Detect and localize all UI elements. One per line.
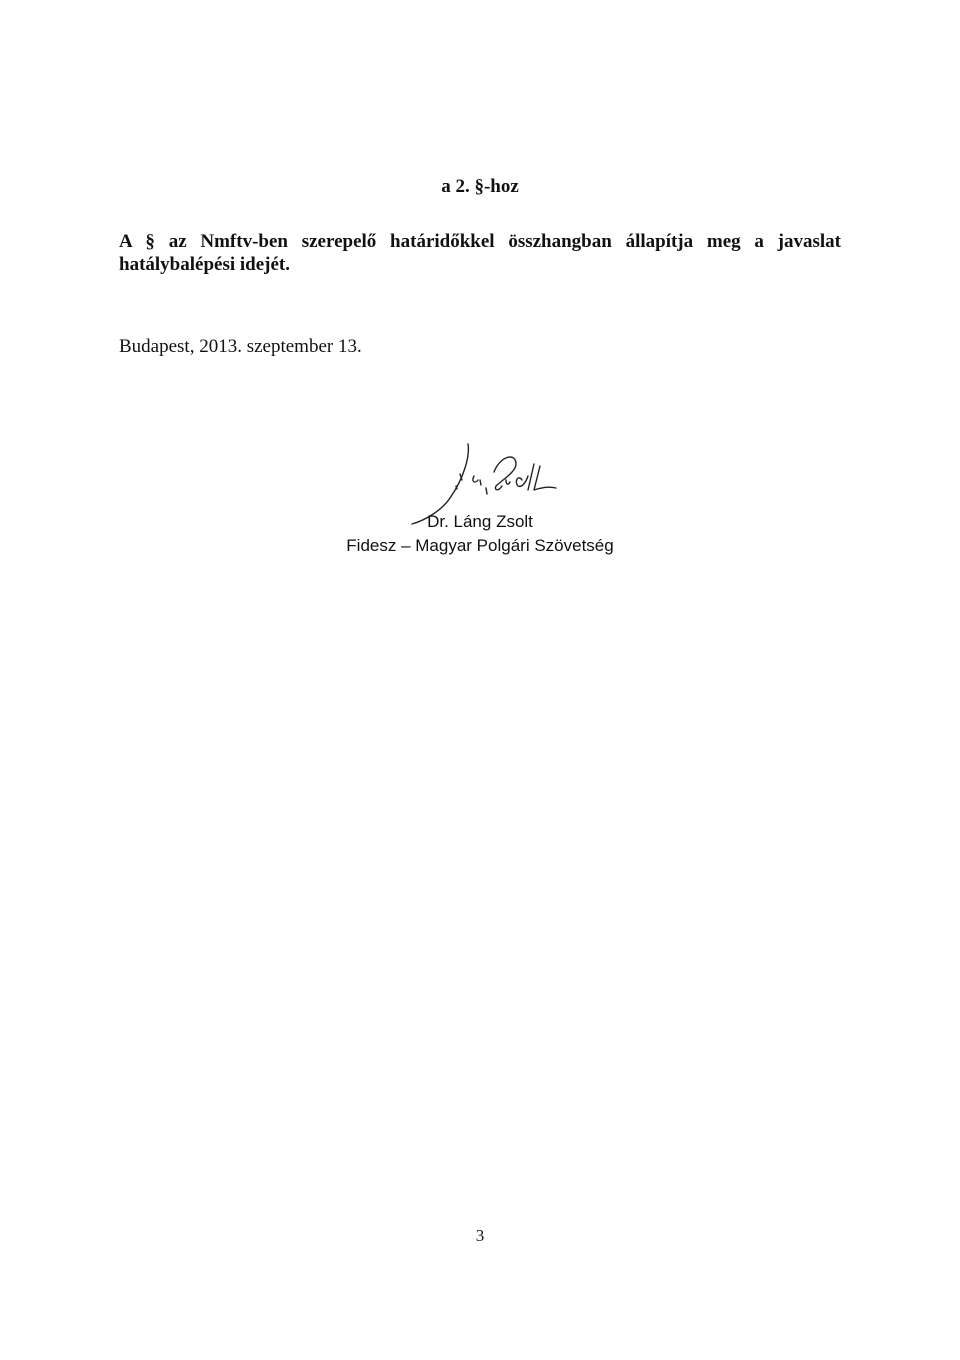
signer-party: Fidesz – Magyar Polgári Szövetség xyxy=(346,536,614,555)
section-heading: a 2. §-hoz xyxy=(441,176,519,197)
body-paragraph: A § az Nmftv-ben szerepelő határidőkkel összhangban állapítja meg a javaslat hatálybalépési idejét. xyxy=(119,231,841,275)
signer-name: Dr. Láng Zsolt xyxy=(427,512,533,531)
place-date-line: Budapest, 2013. szeptember 13. xyxy=(119,336,362,357)
page-number: 3 xyxy=(475,1226,485,1245)
